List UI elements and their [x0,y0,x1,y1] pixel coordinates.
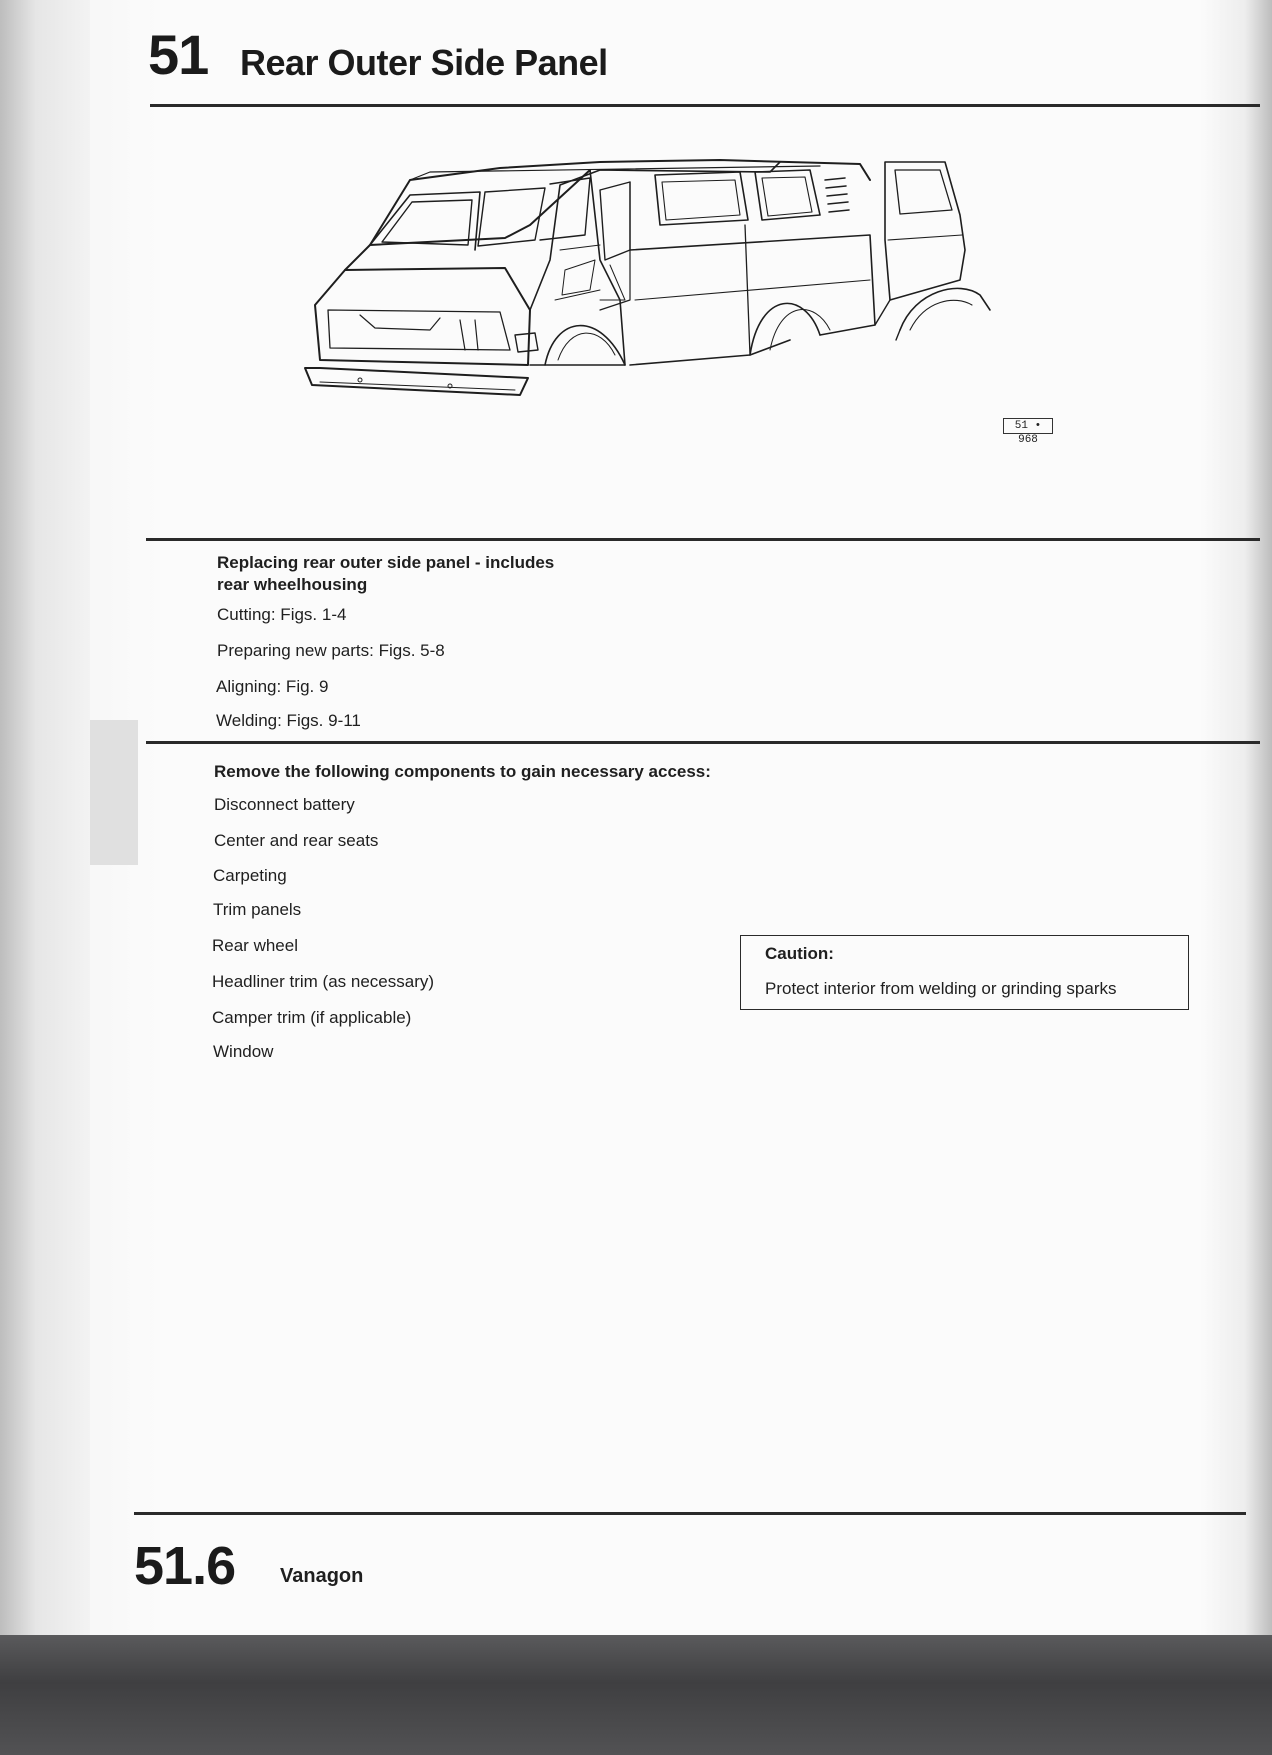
section2-item: Rear wheel [212,936,298,955]
vanagon-body-shell-icon [300,150,1070,450]
section-divider-2 [146,741,1260,744]
section2-item: Window [213,1042,274,1061]
page-tab-mark [90,720,138,865]
page-number: 51.6 [134,1536,236,1596]
caution-title: Caution: [765,944,834,963]
section2-item: Camper trim (if applicable) [212,1008,412,1027]
page-binding-shadow [0,0,90,1635]
section1-item: Preparing new parts: Figs. 5-8 [217,641,445,660]
section1-item: Cutting: Figs. 1-4 [217,605,347,624]
caution-text: Protect interior from welding or grinding sparks [765,979,1117,998]
figure-label: 51 • 968 [1003,418,1053,434]
model-name: Vanagon [280,1565,364,1587]
section1-item: Aligning: Fig. 9 [216,677,329,696]
footer-divider [134,1512,1246,1515]
section1-item: Welding: Figs. 9-11 [216,711,361,730]
section2-item: Carpeting [213,866,287,885]
section2-item: Disconnect battery [214,795,355,814]
header-divider [150,104,1260,107]
section2-item: Center and rear seats [214,831,379,850]
section2-item: Headliner trim (as necessary) [212,972,435,991]
section2-heading: Remove the following components to gain necessary access: [214,762,711,781]
scan-background [0,1635,1272,1755]
section-divider-1 [146,538,1260,541]
section2-item: Trim panels [213,900,302,919]
section1-heading: Replacing rear outer side panel - includes rear wheelhousing [217,553,555,594]
chapter-title: Rear Outer Side Panel [240,42,608,83]
chapter-number: 51 [148,23,209,86]
